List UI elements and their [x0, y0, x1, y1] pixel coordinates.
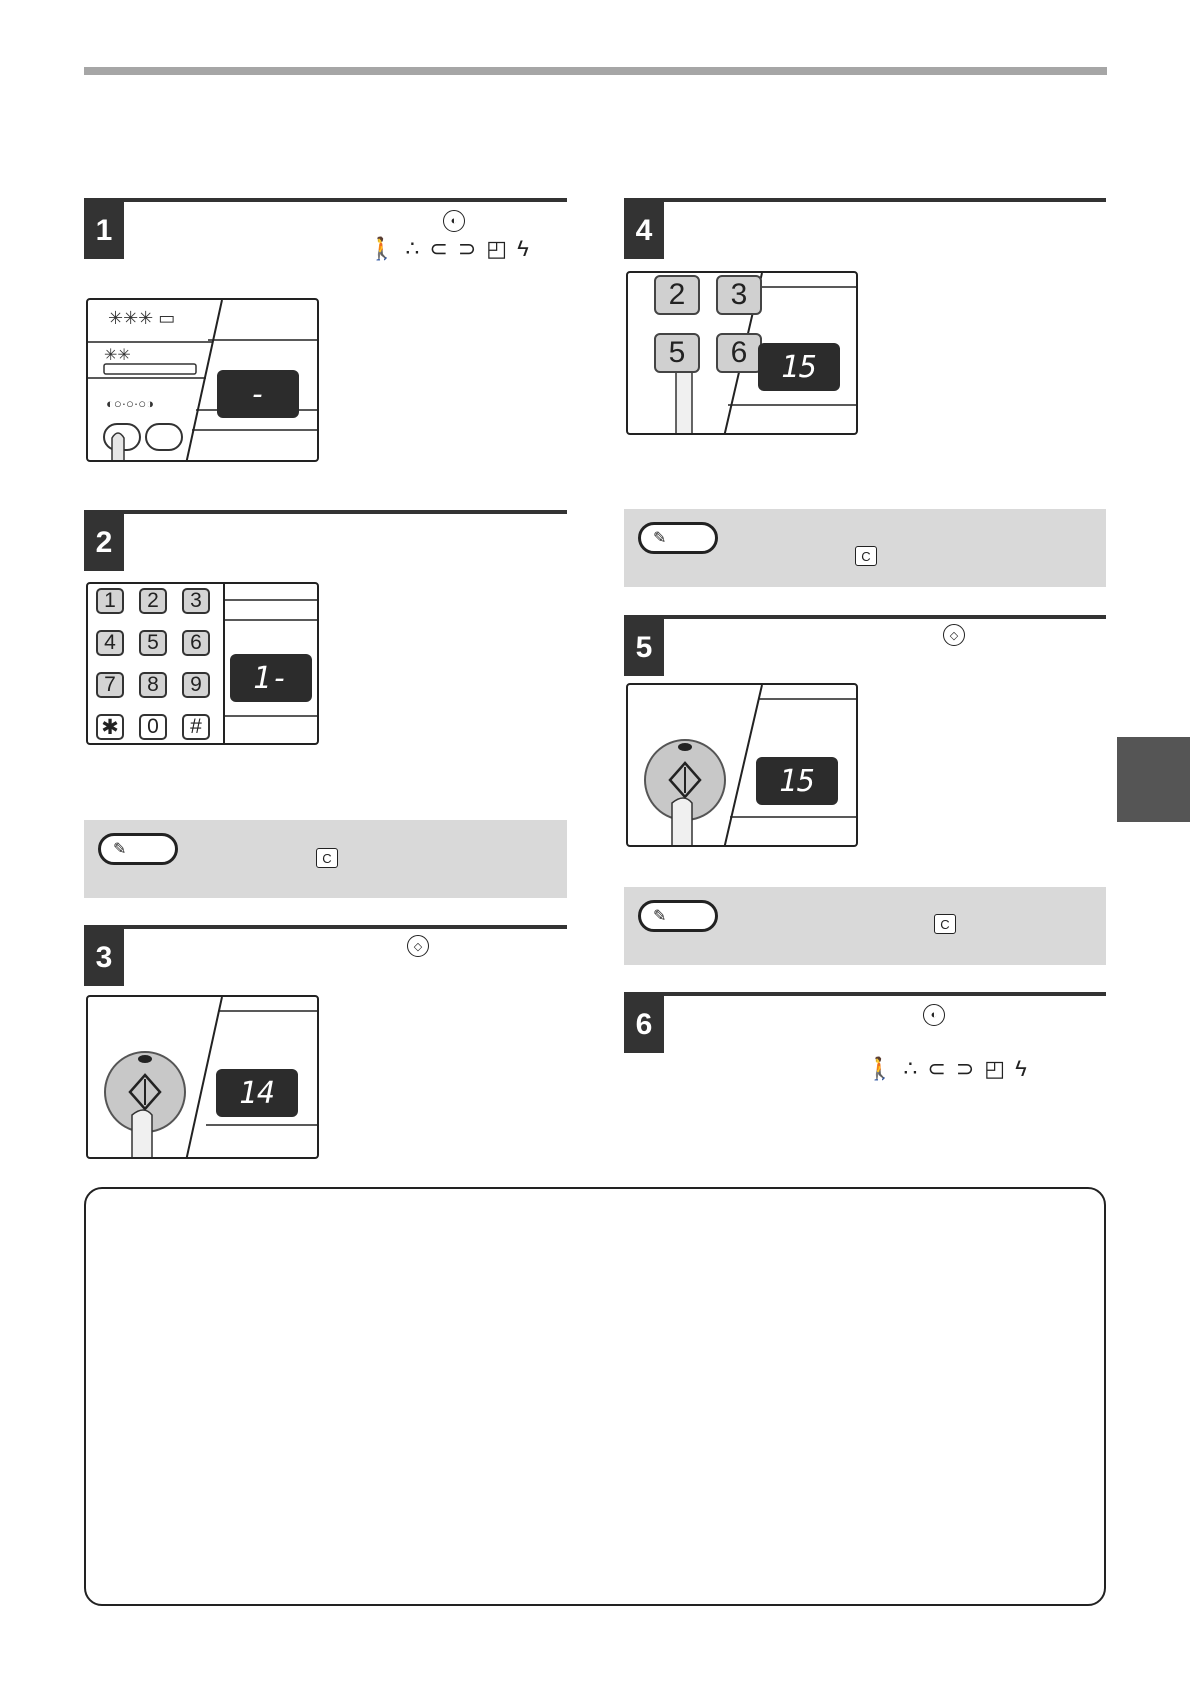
svg-text:✳✳: ✳✳: [104, 347, 131, 364]
drum-icon: ⊂⊃: [429, 236, 487, 261]
key-hash[interactable]: #: [182, 714, 210, 740]
toner-icon: ∴: [903, 1056, 928, 1081]
chapter-tab: [1117, 737, 1190, 822]
panel-step-1: [86, 298, 319, 462]
key-7[interactable]: 7: [96, 672, 124, 698]
pencil-icon: ✎: [653, 530, 667, 547]
keypad: [96, 588, 210, 740]
pencil-icon: ✎: [653, 908, 667, 925]
key-1[interactable]: 1: [96, 588, 124, 614]
paper-icon: ◰: [984, 1056, 1016, 1081]
big-key-3[interactable]: 3: [716, 275, 762, 315]
c-key-icon: C: [855, 546, 877, 566]
key-5[interactable]: 5: [139, 630, 167, 656]
panel-2-display: 1-: [230, 654, 312, 702]
panel-3-display: 14: [216, 1069, 298, 1117]
person-icon: 🚶: [866, 1056, 904, 1081]
note-badge-3: [638, 900, 718, 932]
drum-icon: ⊂⊃: [927, 1056, 985, 1081]
step-5-rule: [624, 615, 1106, 619]
step-6-rule: [624, 992, 1106, 996]
key-4[interactable]: 4: [96, 630, 124, 656]
key-8[interactable]: 8: [139, 672, 167, 698]
start-icon: ◇: [407, 935, 429, 957]
note-box-2: [624, 509, 1106, 587]
panel-4-display: 15: [758, 343, 840, 391]
panel-step-4: [626, 271, 858, 435]
key-2[interactable]: 2: [139, 588, 167, 614]
step-5-number: 5: [624, 619, 664, 676]
note-box-1: [84, 820, 567, 898]
panel-step-2: [86, 582, 319, 745]
step-2-rule: [84, 510, 567, 514]
step-6-number: 6: [624, 996, 664, 1053]
misfeed-icon: ϟ: [517, 236, 539, 261]
step-3-rule: [84, 925, 567, 929]
step-1-number: 1: [84, 202, 124, 259]
step-3-number: 3: [84, 929, 124, 986]
panel-1-display: -: [217, 370, 299, 418]
big-key-5[interactable]: 5: [654, 333, 700, 373]
start-icon: ◇: [943, 624, 965, 646]
big-keypad: [628, 273, 748, 435]
panel-step-3: [86, 995, 319, 1159]
toner-icon: ∴: [405, 236, 430, 261]
step-2-number: 2: [84, 514, 124, 571]
note-badge-1: [98, 833, 178, 865]
c-key-icon: C: [316, 848, 338, 868]
indicator-icons: [368, 236, 539, 262]
step-4-rule: [624, 198, 1106, 202]
svg-text:◐○·○·○◑: ◐○·○·○◑: [106, 396, 154, 411]
step-4-number: 4: [624, 202, 664, 259]
big-key-6[interactable]: 6: [716, 333, 762, 373]
key-0[interactable]: 0: [139, 714, 167, 740]
key-9[interactable]: 9: [182, 672, 210, 698]
key-asterisk[interactable]: ✱: [96, 714, 124, 740]
svg-text:✳✳✳ ▭: ✳✳✳ ▭: [108, 308, 176, 328]
light-dark-icon: ◐: [923, 1004, 945, 1026]
indicator-icons: [866, 1056, 1037, 1082]
big-key-2[interactable]: 2: [654, 275, 700, 315]
key-6[interactable]: 6: [182, 630, 210, 656]
note-badge-2: [638, 522, 718, 554]
pencil-icon: ✎: [113, 841, 127, 858]
paper-icon: ◰: [486, 236, 518, 261]
step-1-rule: [84, 198, 567, 202]
c-key-icon: C: [934, 914, 956, 934]
panel-step-5: [626, 683, 858, 847]
info-box: [84, 1187, 1106, 1606]
person-icon: 🚶: [368, 236, 406, 261]
header-rule: [84, 67, 1107, 75]
misfeed-icon: ϟ: [1015, 1056, 1037, 1081]
note-box-3: [624, 887, 1106, 965]
panel-5-display: 15: [756, 757, 838, 805]
key-3[interactable]: 3: [182, 588, 210, 614]
light-dark-icon: ◐: [443, 210, 465, 232]
